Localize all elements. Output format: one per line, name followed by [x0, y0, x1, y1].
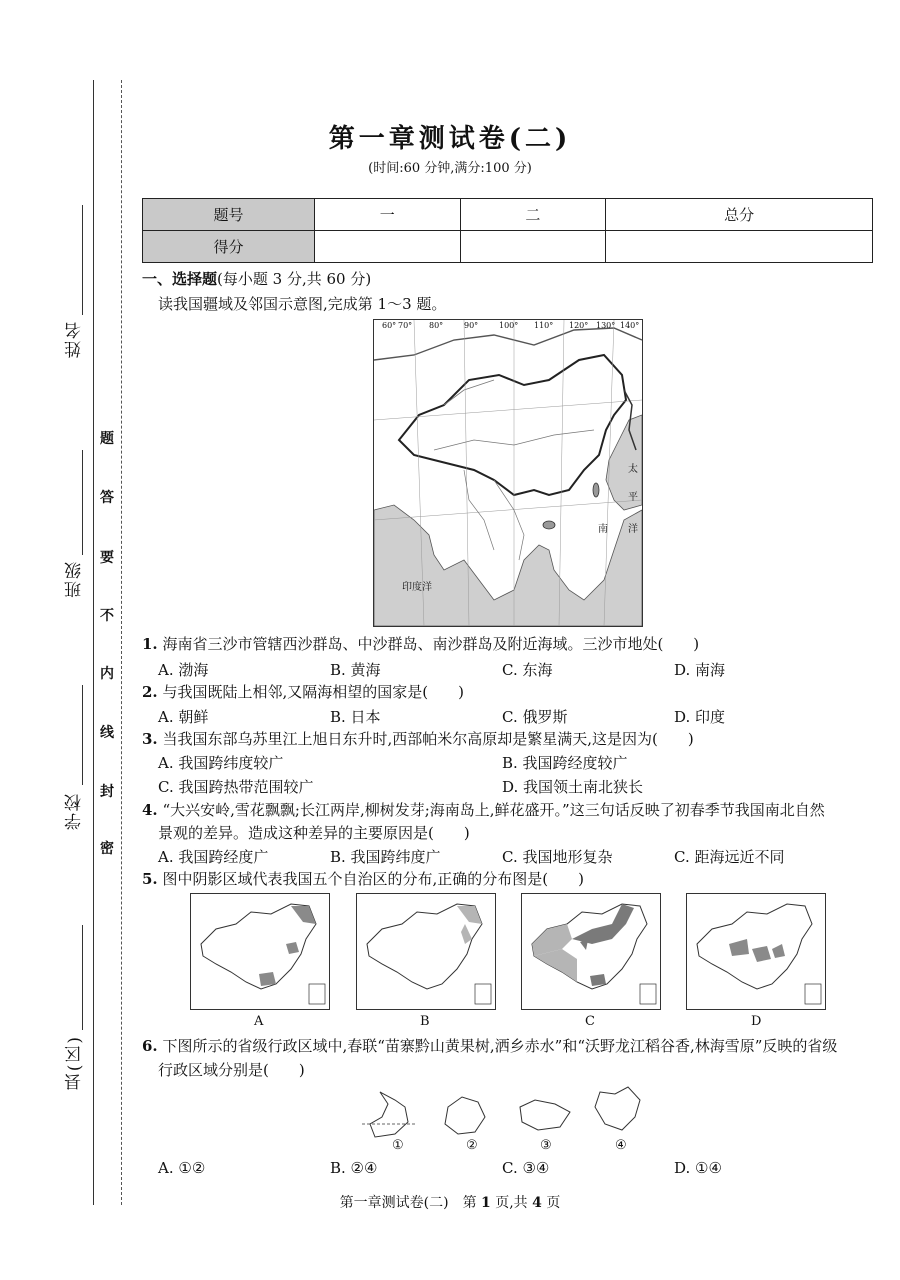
map-pacific-char-2: 平 [628, 492, 638, 503]
map-tick-70: 70° [398, 321, 413, 330]
q6-shape-label-1: ① [392, 1138, 404, 1153]
footer-page-number: 1 [481, 1195, 491, 1211]
question-3-number: 3. [142, 730, 158, 748]
q6-shape-label-2: ② [466, 1138, 478, 1153]
q5-option-d[interactable]: D [751, 1014, 762, 1029]
q5-map-a[interactable] [190, 893, 330, 1010]
question-4-number: 4. [142, 801, 158, 819]
seal-char-1: 题 [100, 431, 114, 447]
score-row-label: 得分 [143, 231, 315, 263]
score-cell-total: 总分 [606, 199, 873, 231]
question-2-number: 2. [142, 683, 158, 701]
map-tick-90: 90° [464, 321, 479, 330]
footer-page-mid: 页,共 [495, 1195, 528, 1211]
q5-map-d[interactable] [686, 893, 826, 1010]
page-footer [0, 1192, 900, 1212]
section-heading-text: 一、选择题 [142, 270, 218, 288]
q5-map-c-graphic [522, 894, 660, 1009]
q5-option-a[interactable]: A [254, 1014, 264, 1029]
section-heading-note: (每小题 3 分,共 60 分) [217, 270, 372, 288]
q2-option-d[interactable]: D. 印度 [674, 708, 726, 726]
q4-option-d[interactable]: C. 距海远近不同 [674, 848, 785, 866]
q5-option-c[interactable]: C [585, 1014, 595, 1029]
name-underline [82, 205, 83, 315]
footer-paper-name: 第一章测试卷(二) [339, 1195, 449, 1211]
score-input-total[interactable] [606, 231, 873, 263]
section-intro: 读我国疆域及邻国示意图,完成第 1～3 题。 [158, 295, 447, 313]
q6-option-c[interactable]: C. ③④ [502, 1159, 550, 1177]
page-title: 第一章测试卷(二) [328, 124, 572, 154]
q4-option-a[interactable]: A. 我国跨经度广 [158, 848, 269, 866]
map-tick-140: 140° [620, 321, 640, 330]
binding-line-solid [93, 80, 94, 1205]
q5-map-b-graphic [357, 894, 495, 1009]
q2-option-c[interactable]: C. 俄罗斯 [502, 708, 568, 726]
map-pacific-char-1: 太 [628, 464, 638, 475]
question-4-text: “大兴安岭,雪花飘飘;长江两岸,柳树发芽;海南岛上,鲜花盛开。”这三句话反映了初春季节我国南北自然 [162, 801, 825, 819]
q1-option-d[interactable]: D. 南海 [674, 661, 726, 679]
map-tick-130: 130° [596, 321, 616, 330]
seal-char-8: 密 [100, 841, 114, 857]
q5-map-c[interactable] [521, 893, 661, 1010]
q2-option-a[interactable]: A. 朝鲜 [158, 708, 209, 726]
score-table-row-score [143, 231, 873, 263]
q6-shape-label-4: ④ [615, 1138, 627, 1153]
question-6-text: 下图所示的省级行政区域中,春联“苗寨黔山黄果树,洒乡赤水”和“沃野龙江稻谷香,林海雪原”反映的省级 [162, 1037, 838, 1055]
score-cell-part2: 二 [460, 199, 606, 231]
china-neighbors-map [373, 319, 643, 627]
q1-option-b[interactable]: B. 黄海 [330, 661, 381, 679]
score-cell-part1: 一 [315, 199, 461, 231]
q1-option-a[interactable]: A. 渤海 [158, 661, 209, 679]
score-input-part2[interactable] [460, 231, 606, 263]
q5-map-a-graphic [191, 894, 329, 1009]
question-1 [142, 633, 699, 655]
question-5-text: 图中阴影区域代表我国五个自治区的分布,正确的分布图是( ) [162, 870, 584, 888]
question-3 [142, 728, 694, 750]
map-tick-110: 110° [534, 321, 554, 330]
score-table [142, 198, 873, 263]
q3-option-c[interactable]: C. 我国跨热带范围较广 [158, 778, 314, 796]
question-2-text: 与我国既陆上相邻,又隔海相望的国家是( ) [162, 683, 464, 701]
q3-option-a[interactable]: A. 我国跨纬度较广 [158, 754, 284, 772]
q6-option-d[interactable]: D. ①④ [674, 1159, 722, 1177]
score-table-row-header [143, 199, 873, 231]
map-tick-60: 60° [382, 321, 397, 330]
q3-option-d[interactable]: D. 我国领土南北狭长 [502, 778, 644, 796]
footer-page-post: 页 [546, 1195, 561, 1211]
q5-map-d-graphic [687, 894, 825, 1009]
page-subtitle: (时间:60 分钟,满分:100 分) [368, 161, 532, 176]
section-heading [142, 268, 371, 290]
seal-char-5: 内 [100, 666, 114, 682]
footer-page-total: 4 [532, 1195, 542, 1211]
county-underline [82, 925, 83, 1030]
question-3-text: 当我国东部乌苏里江上旭日东升时,西部帕米尔高原却是繁星满天,这是因为( ) [162, 730, 694, 748]
score-input-part1[interactable] [315, 231, 461, 263]
q2-option-b[interactable]: B. 日本 [330, 708, 381, 726]
map-sea-char: 南 [598, 524, 608, 535]
name-label: 姓名 [65, 320, 85, 358]
school-underline [82, 685, 83, 785]
question-5-number: 5. [142, 870, 158, 888]
map-pacific-char-3: 洋 [628, 524, 638, 535]
q4-option-c[interactable]: C. 我国地形复杂 [502, 848, 613, 866]
seal-char-7: 封 [100, 784, 114, 800]
binding-line-dashed [121, 80, 122, 1205]
question-6-text-line2: 行政区域分别是( ) [158, 1061, 305, 1079]
map-ocean-label: 印度洋 [402, 582, 432, 593]
question-6-number: 6. [142, 1037, 158, 1055]
map-tick-100: 100° [499, 321, 519, 330]
footer-page-pre: 第 [462, 1195, 477, 1211]
map-tick-80: 80° [429, 321, 444, 330]
question-4-text-line2: 景观的差异。造成这种差异的主要原因是( ) [158, 824, 470, 842]
seal-char-2: 答 [100, 490, 114, 506]
seal-char-6: 线 [100, 725, 114, 741]
q5-option-b[interactable]: B [420, 1014, 430, 1029]
score-cell-label: 题号 [143, 199, 315, 231]
county-label: 县(区) [65, 1035, 85, 1091]
seal-char-3: 要 [100, 550, 114, 566]
class-label: 班级 [65, 560, 85, 598]
question-4 [142, 799, 825, 821]
question-1-text: 海南省三沙市管辖西沙群岛、中沙群岛、南沙群岛及附近海域。三沙市地处( ) [162, 635, 700, 653]
seal-char-4: 不 [100, 608, 114, 624]
q3-option-b[interactable]: B. 我国跨经度较广 [502, 754, 628, 772]
school-label: 学校 [65, 792, 85, 830]
question-6 [142, 1035, 837, 1057]
q6-option-b[interactable]: B. ②④ [330, 1159, 378, 1177]
q6-shape-label-3: ③ [540, 1138, 552, 1153]
q1-option-c[interactable]: C. 东海 [502, 661, 553, 679]
question-5 [142, 868, 584, 890]
q6-option-a[interactable]: A. ①② [158, 1159, 206, 1177]
class-underline [82, 450, 83, 555]
question-1-number: 1. [142, 635, 158, 653]
q4-option-b[interactable]: B. 我国跨纬度广 [330, 848, 441, 866]
question-2 [142, 681, 464, 703]
map-tick-120: 120° [569, 321, 589, 330]
q5-map-b[interactable] [356, 893, 496, 1010]
